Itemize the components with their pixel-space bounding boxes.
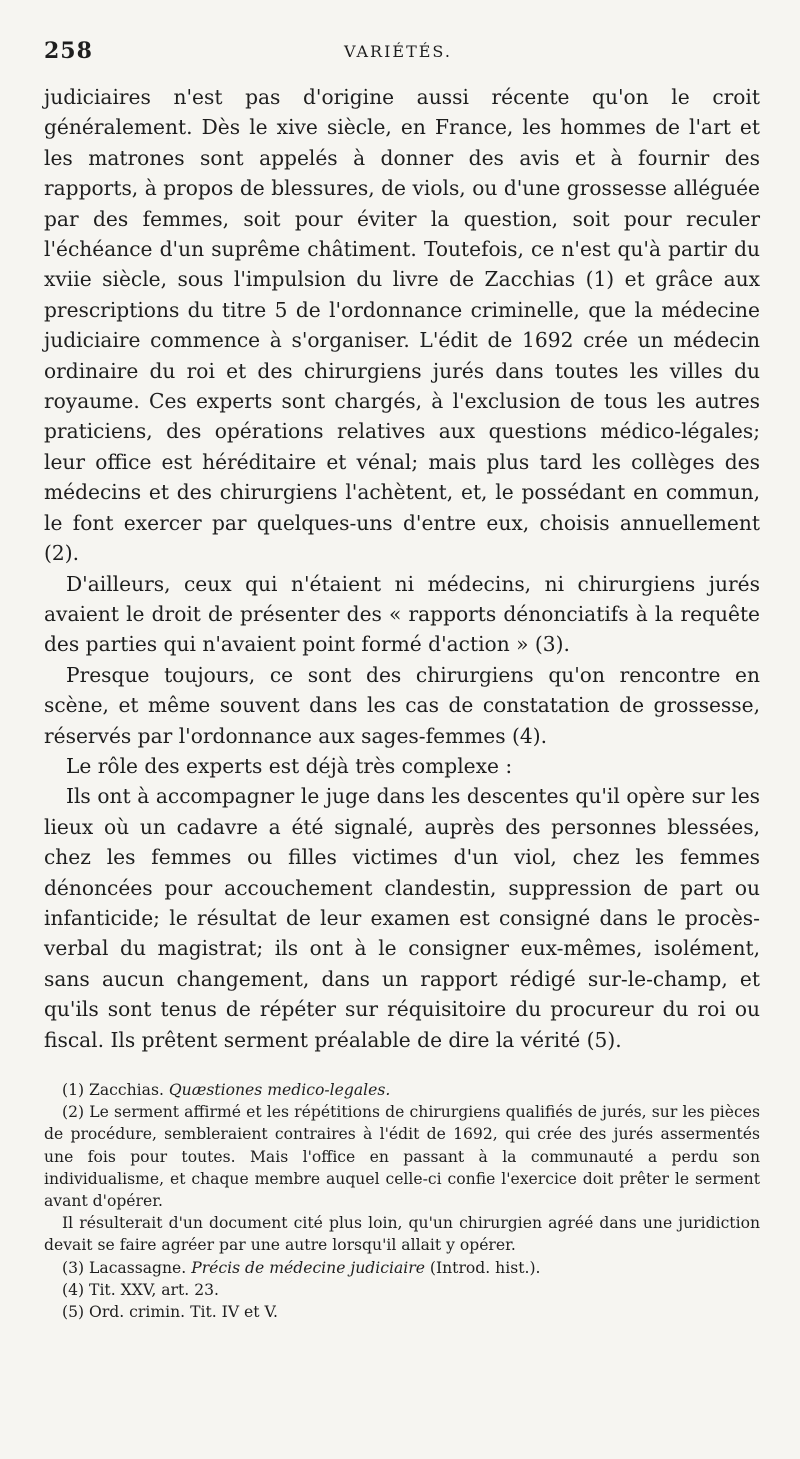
paragraph: Presque toujours, ce sont des chirurgiens qu'on rencontre en scène, et même souvent dans les cas de constatation de grossesse, réservés par l'ordonnance aux sages-femmes (4). — [44, 662, 760, 748]
paragraph: Ils ont à accompagner le juge dans les descentes qu'il opère sur les lieux où un cadavre a été signalé, auprès des personnes blessées, chez les femmes ou filles victimes d'un viol, chez les femmes dénoncées pour accouchement clandestin, suppression de part ou infanticide; le résultat de leur examen est consigné dans le procès-verbal du magistrat; ils ont à le consigner eux-mêmes, isolément, sans aucun changement, dans un rapport rédigé sur-le-champ, et qu'ils sont tenus de répéter sur réquisitoire du procureur du roi ou fiscal. Ils prêtent serment préalable de dire la vérité (5). — [44, 784, 760, 1052]
footnote-3-title: Précis de médecine judiciaire — [191, 1258, 425, 1277]
footnote-1-title: Quæstiones medico-legales. — [168, 1081, 391, 1099]
running-head: VARIÉTÉS. — [344, 42, 452, 61]
page-number: 258 — [44, 38, 93, 64]
footnote-3-rest: (Introd. hist.). — [424, 1258, 541, 1277]
footnote-5: (5) Ord. crimin. Tit. IV et V. — [62, 1303, 278, 1322]
paragraph: Le rôle des experts est déjà très complexe : — [66, 753, 513, 778]
footnote-2: (2) Le serment affirmé et les répétitions de chirurgiens qualifiés de jurés, sur les pièces de procédure, sembleraient contraires à l'édit de 1692, qui crée des jurés assermentés une fois pour toutes. Mais l'office en passant à la communauté a perdu son individualisme, et chaque membre auquel celle-ci confie l'exercice doit prêter le serment avant d'opérer. — [44, 1103, 760, 1211]
book-page — [44, 30, 760, 1323]
footnote-4: (4) Tit. XXV, art. 23. — [62, 1280, 219, 1299]
main-text — [44, 82, 760, 1055]
page-header — [44, 30, 760, 64]
footnote-1-marker: (1) Zacchias. — [62, 1081, 169, 1099]
footnotes — [44, 1079, 760, 1323]
footnote-2-continued: Il résulterait d'un document cité plus loin, qu'un chirurgien agréé dans une juridiction devait se faire agréer par une autre lorsqu'il allait y opérer. — [44, 1214, 760, 1255]
paragraph: judiciaires n'est pas d'origine aussi récente qu'on le croit généralement. Dès le xive siècle, en France, les hommes de l'art et les matrones sont appelés à donner des avis et à fournir des rapports, à propos de blessures, de viols, ou d'une grossesse alléguée par des femmes, soit pour éviter la question, soit pour reculer l'échéance d'un suprême châtiment. Toutefois, ce n'est qu'à partir du xviie siècle, sous l'impulsion du livre de Zacchias (1) et grâce aux prescriptions du titre 5 de l'ordonnance criminelle, que la médecine judiciaire commence à s'organiser. L'édit de 1692 crée un médecin ordinaire du roi et des chirurgiens jurés dans toutes les villes du royaume. Ces experts sont chargés, à l'exclusion de tous les autres praticiens, des opérations relatives aux questions médico-légales; leur office est héréditaire et vénal; mais plus tard les collèges des médecins et des chirurgiens l'achètent, et, le possédant en commun, le font exercer par quelques-uns d'entre eux, choisis annuellement (2). — [44, 85, 760, 566]
paragraph: D'ailleurs, ceux qui n'étaient ni médecins, ni chirurgiens jurés avaient le droit de présenter des « rapports dénonciatifs à la requête des parties qui n'avaient point formé d'action » (3). — [44, 571, 760, 657]
footnote-3 — [44, 1257, 760, 1279]
footnote-3-marker: (3) Lacassagne. — [62, 1258, 192, 1277]
footnote-1 — [44, 1079, 760, 1101]
